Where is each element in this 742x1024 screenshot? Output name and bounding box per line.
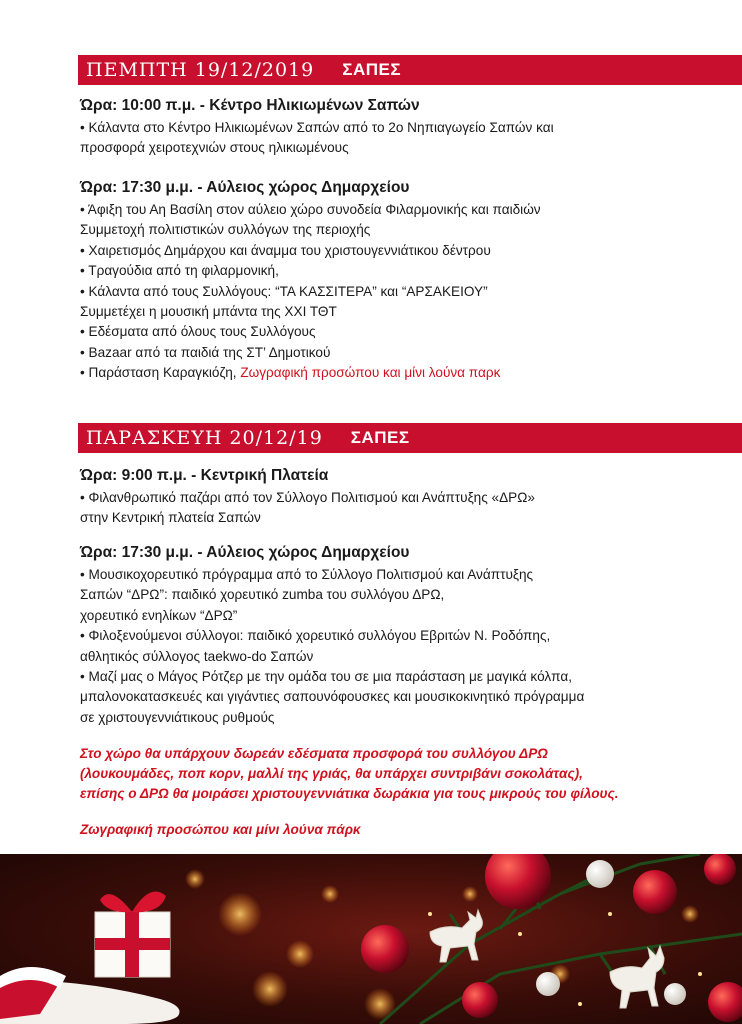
white-ornament-icon: [664, 983, 686, 1005]
event-line: • Κάλαντα από τους Συλλόγους: “ΤΑ ΚΑΣΣΙΤΕΡΑ” και “ΑΡΣΑΚΕΙΟΥ”: [80, 283, 488, 299]
event-line: • Φιλανθρωπικό παζάρι από τον Σύλλογο Πολιτισμού και Ανάπτυξης «ΔΡΩ»: [80, 490, 535, 505]
thursday-place: ΣΑΠΕΣ: [342, 60, 402, 79]
event-time-heading: Ώρα: 9:00 π.μ. - Κεντρική Πλατεία: [80, 467, 329, 484]
thursday-date: ΠΕΜΠΤΗ 19/12/2019: [86, 59, 315, 81]
event-line: • Μουσικοχορευτικό πρόγραμμα από το Σύλλογο Πολιτισμού και Ανάπτυξης: [80, 567, 534, 582]
friday-event-1: [80, 466, 730, 529]
event-line: • Εδέσματα από όλους τους Συλλόγους: [80, 324, 316, 340]
event-line: • Μαζί μας ο Μάγος Ρότζερ με την ομάδα του σε μια παράσταση με μαγικά κόλπα,: [80, 669, 572, 685]
event-line: Συμμετοχή πολιτιστικών συλλόγων της περιοχής: [80, 222, 371, 238]
event-line: στην Κεντρική πλατεία Σαπών: [80, 510, 261, 526]
event-line: • Κάλαντα στο Κέντρο Ηλικιωμένων Σαπών από το 2ο Νηπιαγωγείο Σαπών και: [80, 120, 554, 135]
face-painting-highlight: Ζωγραφική προσώπου και μίνι λούνα παρκ: [240, 365, 501, 381]
face-painting-note: Ζωγραφική προσώπου και μίνι λούνα πάρκ: [80, 822, 361, 837]
thursday-event-1: [80, 96, 730, 159]
christmas-scene-illustration: [0, 854, 742, 1024]
friday-event-2: [80, 543, 730, 728]
red-ornament-icon: [462, 982, 498, 1018]
event-line: • Φιλοξενούμενοι σύλλογοι: παιδικό χορευτικό συλλόγου Εβριτών Ν. Ροδόπης,: [80, 628, 551, 644]
red-ornament-icon: [704, 854, 736, 885]
event-line: Συμμετέχει η μουσική μπάντα της ΧΧΙ ΤΘΤ: [80, 304, 337, 320]
event-time-heading: Ώρα: 10:00 π.μ. - Κέντρο Ηλικιωμένων Σαπών: [80, 97, 420, 114]
event-line: προσφορά χειροτεχνιών στους ηλικιωμένους: [80, 140, 349, 156]
friday-date: ΠΑΡΑΣΚΕΥΗ 20/12/19: [86, 427, 323, 449]
christmas-photo: [0, 854, 742, 1024]
event-line: μπαλονοκατασκευές και γιγάντιες σαπουνόφουσκες και μουσικοκινητικό πρόγραμμα: [80, 689, 585, 705]
note-line: Στο χώρο θα υπάρχουν δωρεάν εδέσματα προσφορά του συλλόγου ΔΡΩ: [80, 746, 548, 761]
note-line: (λουκουμάδες, ποπ κορν, μαλλί της γριάς, θα υπάρχει συντριβάνι σοκολάτας),: [80, 766, 583, 781]
event-line-mixed: [80, 363, 730, 383]
event-line: σε χριστουγεννιάτικους ρυθμούς: [80, 709, 275, 725]
red-ornament-icon: [361, 925, 409, 973]
event-line: • Χαιρετισμός Δημάρχου και άναμμα του χριστουγεννιάτικου δέντρου: [80, 242, 491, 258]
thursday-banner: [78, 55, 742, 85]
red-ornament-icon: [633, 870, 677, 914]
event-line: • Τραγούδια από τη φιλαρμονική,: [80, 263, 279, 279]
friday-banner: [78, 423, 742, 453]
event-time-heading: Ώρα: 17:30 μ.μ. - Αύλειος χώρος Δημαρχείου: [80, 179, 410, 196]
event-time-heading: Ώρα: 17:30 μ.μ. - Αύλειος χώρος Δημαρχείου: [80, 544, 410, 561]
friday-final-note: [80, 820, 730, 840]
event-line: • Άφιξη του Αη Βασίλη στον αύλειο χώρο συνοδεία Φιλαρμονικής και παιδιών: [80, 202, 541, 217]
note-line: επίσης ο ΔΡΩ θα μοιράσει χριστουγεννιάτικα δωράκια για τους μικρούς του φίλους.: [80, 786, 619, 801]
white-ornament-icon: [536, 972, 560, 996]
event-line: αθλητικός σύλλογος taekwo-do Σαπών: [80, 648, 314, 664]
event-line-prefix: • Παράσταση Καραγκιόζη,: [80, 365, 241, 381]
friday-place: ΣΑΠΕΣ: [350, 428, 410, 447]
event-line: χορευτικό ενηλίκων “ΔΡΩ”: [80, 607, 238, 623]
event-line: • Bazaar από τα παιδιά της ΣΤ’ Δημοτικού: [80, 344, 331, 360]
thursday-event-2: [80, 178, 730, 384]
event-line: Σαπών “ΔΡΩ”: παιδικό χορευτικό zumba του συλλόγου ΔΡΩ,: [80, 587, 445, 603]
white-ornament-icon: [586, 860, 614, 888]
friday-notes: [80, 744, 730, 804]
